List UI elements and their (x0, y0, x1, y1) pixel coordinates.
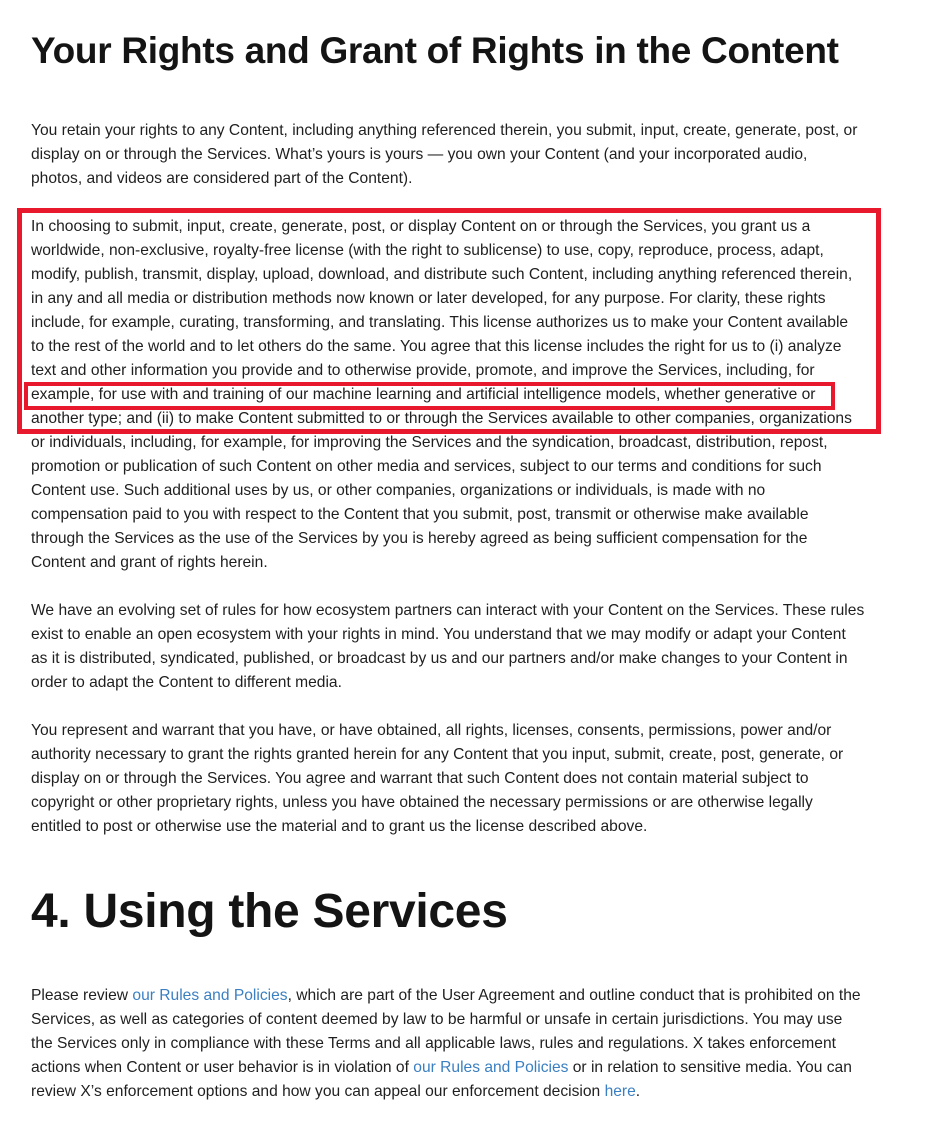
rights-paragraph-2-license (31, 215, 903, 575)
paragraph-line: Services, as well as categories of content deemed by law to be harmful or unsafe in certain jurisdictions. You may use (31, 1011, 843, 1028)
paragraph-line: as it is distributed, syndicated, published, or broadcast by us and our partners and/or make changes to your Content in (31, 650, 848, 667)
paragraph-line: copyright or other proprietary rights, unless you have obtained the necessary permissions or are otherwise legally (31, 794, 813, 811)
section-title-using-services: 4. Using the Services (31, 885, 508, 938)
paragraph-line: display on or through the Services. You agree and warrant that such Content does not contain material subject to (31, 770, 809, 787)
paragraph-line: You retain your rights to any Content, including anything referenced therein, you submit, input, create, generate, post, or (31, 122, 858, 139)
paragraph-line: worldwide, non-exclusive, royalty-free license (with the right to sublicense) to use, copy, reproduce, process, adapt, (31, 242, 824, 259)
paragraph-line: Content use. Such additional uses by us, or other companies, organizations or individuals, is made with no (31, 482, 766, 499)
paragraph-line: or individuals, including, for example, for improving the Services and the syndication, broadcast, distribution, repost, (31, 434, 828, 451)
paragraph-line: exist to enable an open ecosystem with your rights in mind. You understand that we may modify or adapt your Content (31, 626, 846, 643)
rights-paragraph-1 (31, 119, 903, 191)
paragraph-line: modify, publish, transmit, display, upload, download, and distribute such Content, including anything referenced therein, (31, 266, 853, 283)
paragraph-line: promotion or publication of such Content on other media and services, subject to our terms and conditions for such (31, 458, 822, 475)
rules-and-policies-link-2[interactable]: our Rules and Policies (413, 1059, 569, 1076)
paragraph-line: We have an evolving set of rules for how ecosystem partners can interact with your Content on the Services. These rules (31, 602, 865, 619)
paragraph-line: order to adapt the Content to different media. (31, 674, 342, 691)
paragraph-line: text and other information you provide and to otherwise provide, promote, and improve the Services, including, for (31, 362, 815, 379)
paragraph-line: photos, and videos are considered part of the Content). (31, 170, 413, 187)
paragraph-line: You represent and warrant that you have, or have obtained, all rights, licenses, consents, permissions, power and/or (31, 722, 832, 739)
section-title-rights: Your Rights and Grant of Rights in the Content (31, 30, 839, 71)
paragraph-line (31, 984, 903, 1008)
paragraph-line: In choosing to submit, input, create, generate, post, or display Content on or through the Services, you grant us a (31, 218, 811, 235)
rules-and-policies-link[interactable]: our Rules and Policies (132, 987, 288, 1004)
text-segment: . (635, 1083, 641, 1100)
text-segment: review X’s enforcement options and how you can appeal our enforcement decision (31, 1083, 605, 1100)
enforcement-appeal-here-link[interactable]: here (604, 1083, 636, 1100)
rights-paragraph-3-ecosystem (31, 599, 903, 695)
paragraph-line: entitled to post or otherwise use the material and to grant us the license described above. (31, 818, 648, 835)
paragraph-line: the Services only in compliance with these Terms and all applicable laws, rules and regulations. X takes enforcement (31, 1035, 836, 1052)
paragraph-line: include, for example, curating, transforming, and translating. This license authorizes us to make your Content available (31, 314, 849, 331)
text-segment: or in relation to sensitive media. You can (568, 1059, 852, 1076)
using-paragraph-1 (31, 984, 903, 1104)
paragraph-line: Content and grant of rights herein. (31, 554, 268, 571)
paragraph-line-ai-training: example, for use with and training of our machine learning and artificial intelligence models, whether generative or (31, 386, 816, 403)
paragraph-line: compensation paid to you with respect to the Content that you submit, post, transmit or otherwise make available (31, 506, 809, 523)
text-segment: , which are part of the User Agreement and outline conduct that is prohibited on the (287, 987, 861, 1004)
text-segment: Please review (31, 987, 133, 1004)
paragraph-line: to the rest of the world and to let others do the same. You agree that this license includes the right for us to (i) analyze (31, 338, 842, 355)
paragraph-line: display on or through the Services. What’s yours is yours — you own your Content (and your incorporated audio, (31, 146, 808, 163)
text-segment: actions when Content or user behavior is in violation of (31, 1059, 414, 1076)
paragraph-line (31, 1080, 903, 1104)
paragraph-line: authority necessary to grant the rights granted herein for any Content that you input, submit, create, post, generate, or (31, 746, 844, 763)
paragraph-line: another type; and (ii) to make Content submitted to or through the Services available to other companies, organizations (31, 410, 852, 427)
paragraph-line: through the Services as the use of the Services by you is hereby agreed as being sufficient compensation for the (31, 530, 808, 547)
rights-paragraph-4-warranty (31, 719, 903, 839)
paragraph-line: in any and all media or distribution methods now known or later developed, for any purpose. For clarity, these rights (31, 290, 826, 307)
paragraph-line (31, 1056, 903, 1080)
